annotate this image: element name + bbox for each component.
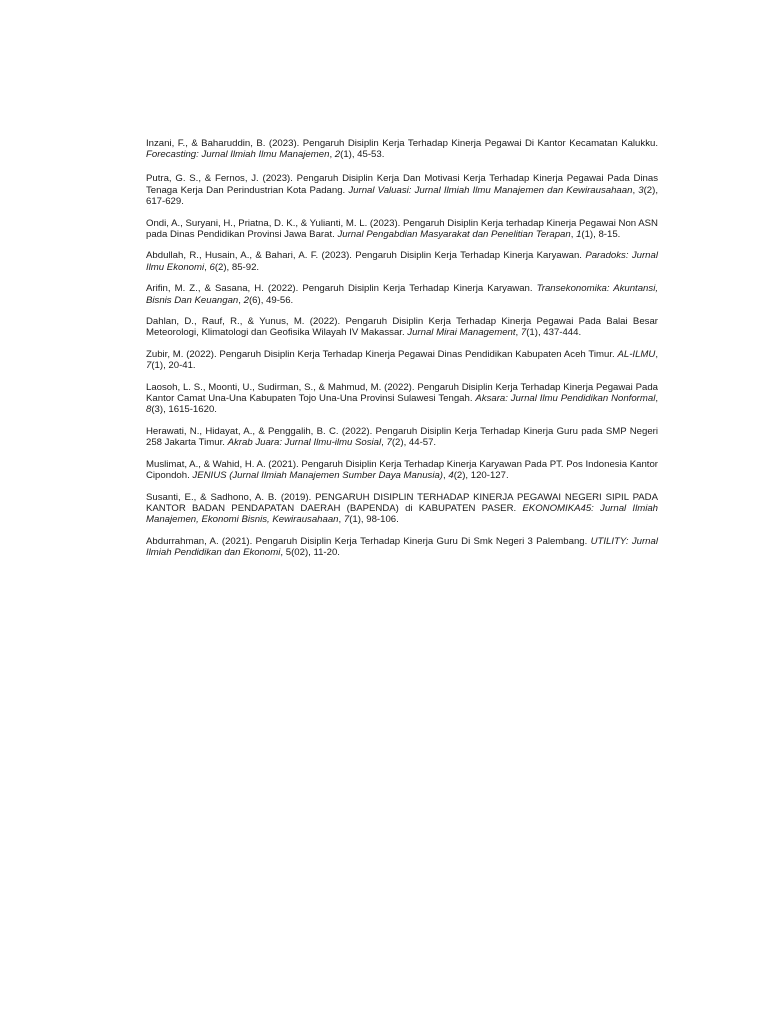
reference-entry: [146, 382, 658, 416]
reference-entry: [146, 316, 658, 338]
reference-source: UTILITY: Jurnal Ilmiah Pendidikan dan Ekonomi: [146, 536, 658, 559]
reference-source: JENIUS (Jurnal Ilmiah Manajemen Sumber Daya Manusia): [192, 470, 444, 482]
reference-authors-title: Putra, G. S., & Fernos, J. (2023). Pengaruh Disiplin Kerja Dan Motivasi Kerja Terhadap Kinerja Pegawai Pada Dinas Tenaga Kerja Dan Perindustrian Kota Padang.: [146, 173, 658, 196]
reference-authors-title: Inzani, F., & Baharuddin, B. (2023). Pengaruh Disiplin Kerja Terhadap Kinerja Pegawai Di Kantor Kecamatan Kalukku.: [146, 138, 658, 149]
reference-authors-title: Abdullah, R., Husain, A., & Bahari, A. F. (2023). Pengaruh Disiplin Kerja Terhadap Kinerja Karyawan.: [146, 250, 586, 262]
reference-separator: ,: [655, 349, 658, 361]
reference-entry: [146, 459, 658, 481]
reference-volume: 7: [386, 437, 392, 449]
reference-volume: 7: [343, 514, 350, 526]
reference-issue-pages: (2), 44-57.: [391, 437, 437, 449]
reference-separator: ,: [570, 228, 577, 240]
reference-entry: [146, 250, 658, 272]
reference-entry: [146, 426, 658, 448]
reference-entry: [146, 218, 658, 240]
reference-source: AL-ILMU: [617, 349, 656, 361]
reference-source: Aksara: Jurnal Ilmu Pendidikan Nonformal: [475, 393, 656, 405]
reference-source: Transekonomika: Akuntansi, Bisnis Dan Keuangan: [146, 283, 658, 306]
reference-authors-title: Ondi, A., Suryani, H., Priatna, D. K., & Yulianti, M. L. (2023). Pengaruh Disiplin Kerja terhadap Kinerja Pegawai Non ASN pada Dinas Pendidikan Provinsi Jawa Barat.: [146, 217, 658, 240]
reference-separator: ,: [515, 327, 521, 339]
reference-separator: ,: [329, 149, 335, 161]
reference-source: Jurnal Pengabdian Masyarakat dan Penelitian Terapan: [337, 228, 571, 240]
reference-entry: [146, 536, 658, 558]
reference-authors-title: Laosoh, L. S., Moonti, U., Sudirman, S., & Mahmud, M. (2022). Pengaruh Disiplin Kerja Terhadap Kinerja Pegawai Pada Kantor Camat Una-Una Kabupaten Tojo Una-Una Provinsi Sulawesi Tengah.: [146, 382, 658, 405]
reference-issue-pages: (3), 1615-1620.: [151, 404, 217, 416]
reference-entry: [146, 283, 658, 305]
reference-authors-title: Abdurrahman, A. (2021). Pengaruh Disiplin Kerja Terhadap Kinerja Guru Di Smk Negeri 3 Palembang.: [146, 536, 591, 548]
reference-list: [146, 138, 658, 558]
reference-issue-pages: (1), 45-53.: [340, 149, 385, 161]
reference-source: Jurnal Valuasi: Jurnal Ilmiah Ilmu Manajemen dan Kewirausahaan: [348, 184, 633, 196]
reference-issue-pages: (2), 85-92.: [214, 261, 260, 273]
reference-issue-pages: (1), 437-444.: [526, 327, 582, 339]
reference-issue-pages: (1), 8-15.: [581, 228, 621, 240]
reference-authors-title: Muslimat, A., & Wahid, H. A. (2021). Pengaruh Disiplin Kerja Terhadap Kinerja Karyawan Pada PT. Pos Indonesia Kantor Cipondoh.: [146, 459, 658, 482]
reference-volume: 3: [638, 184, 644, 196]
reference-volume: 6: [209, 261, 215, 273]
reference-entry: [146, 349, 658, 371]
reference-separator: ,: [280, 547, 286, 559]
reference-separator: ,: [338, 514, 344, 526]
reference-separator: ,: [632, 184, 639, 196]
reference-separator: ,: [655, 393, 658, 405]
reference-authors-title: Herawati, N., Hidayat, A., & Penggalih, B. C. (2022). Pengaruh Disiplin Kerja Terhadap Kinerja Guru pada SMP Negeri 258 Jakarta Timur.: [146, 426, 658, 449]
reference-issue-pages: 5(02), 11-20.: [285, 547, 340, 559]
reference-authors-title: Arifin, M. Z., & Sasana, H. (2022). Pengaruh Disiplin Kerja Terhadap Kinerja Karyawan.: [146, 283, 537, 295]
reference-source: Paradoks: Jurnal Ilmu Ekonomi: [146, 250, 658, 273]
reference-issue-pages: (1), 98-106.: [349, 514, 399, 526]
reference-authors-title: Susanti, E., & Sadhono, A. B. (2019). PENGARUH DISIPLIN TERHADAP KINERJA PEGAWAI NEGERI SIPIL PADA KANTOR BADAN PENDAPATAN DAERAH (BAPENDA) di KABUPATEN PASER.: [146, 491, 658, 515]
reference-separator: ,: [204, 261, 210, 273]
reference-separator: ,: [238, 294, 244, 306]
reference-issue-pages: (6), 49-56.: [248, 294, 294, 306]
reference-volume: 7: [146, 360, 152, 372]
reference-issue-pages: (2), 120-127.: [453, 470, 509, 482]
reference-volume: 4: [448, 470, 454, 482]
reference-volume: 2: [243, 294, 249, 306]
reference-separator: ,: [443, 470, 449, 482]
reference-source: Akrab Juara: Jurnal Ilmu-ilmu Sosial: [227, 437, 382, 449]
reference-entry: [146, 173, 658, 207]
reference-entry: [146, 138, 658, 160]
reference-source: EKONOMIKA45: Jurnal Ilmiah Manajemen, Ekonomi Bisnis, Kewirausahaan: [146, 503, 658, 526]
reference-entry: [146, 492, 658, 526]
reference-source: Jurnal Mirai Management: [407, 327, 516, 339]
reference-volume: 2: [334, 149, 341, 161]
reference-volume: 1: [576, 228, 582, 240]
reference-issue-pages: (1), 20-41.: [151, 360, 196, 372]
reference-issue-pages: (2), 617-629.: [146, 184, 658, 207]
reference-volume: 8: [146, 404, 152, 416]
reference-authors-title: Zubir, M. (2022). Pengaruh Disiplin Kerja Terhadap Kinerja Pegawai Dinas Pendidikan Kabupaten Aceh Timur.: [146, 349, 618, 361]
reference-separator: ,: [381, 437, 387, 449]
reference-source: Forecasting: Jurnal Ilmiah Ilmu Manajemen: [146, 149, 330, 161]
reference-authors-title: Dahlan, D., Rauf, R., & Yunus, M. (2022). Pengaruh Disiplin Kerja Terhadap Kinerja Pegawai Pada Balai Besar Meteorologi, Klimatologi dan Geofisika Wilayah IV Makassar.: [146, 316, 658, 339]
reference-volume: 7: [520, 327, 527, 339]
